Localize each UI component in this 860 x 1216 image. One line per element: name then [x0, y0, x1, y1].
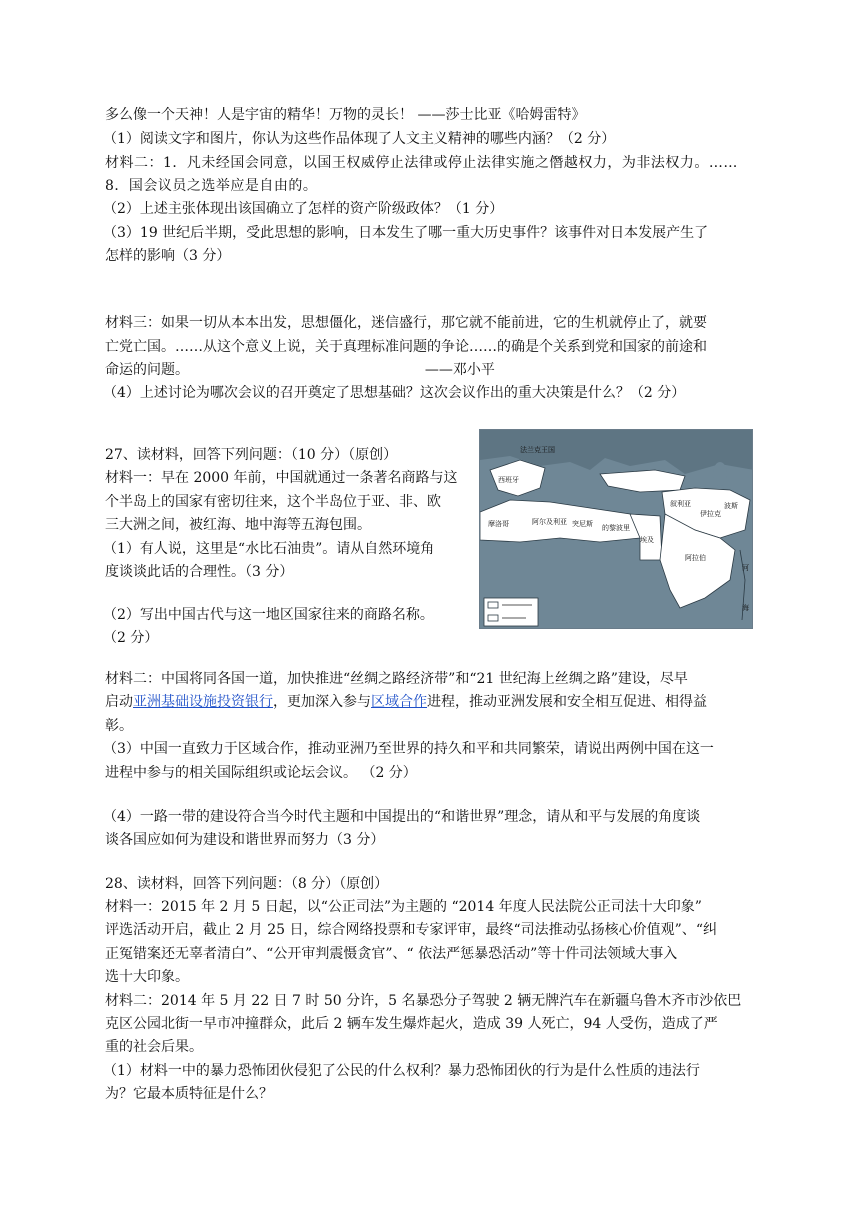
- question-2: （2）上述主张体现出该国确立了怎样的资产阶级政体？（1 分）: [103, 201, 504, 217]
- text-end: 进程，推动亚洲发展和安全相互促进、相得益: [427, 694, 707, 710]
- q28-heading: 28、读材料，回答下列问题：（8 分）（原创）: [105, 876, 389, 892]
- map-graphic: [480, 430, 753, 629]
- material-3-line-3: 命运的问题。 ——邓小平: [105, 362, 495, 378]
- q27-question-4-line-2: 谈各国应如何为建设和谐世界而努力（3 分）: [105, 832, 385, 848]
- q27-question-3-line-2: 进程中参与的相关国际组织或论坛会议。 （2 分）: [105, 765, 417, 781]
- question-4: （4）上述讨论为哪次会议的召开奠定了思想基础？这次会议作出的重大决策是什么？（2 分）: [103, 385, 686, 401]
- q27-question-3-line-1: （3）中国一直致力于区域合作，推动亚洲乃至世界的持久和平和共同繁荣，请说出两例中国在这一: [103, 741, 714, 757]
- map-label-morocco: 摩洛哥: [488, 520, 509, 528]
- question-3-line-1: （3）19 世纪后半期，受此思想的影响，日本发生了哪一重大历史事件？该事件对日本发展产生了: [103, 225, 709, 241]
- map-label-algeria: 阿尔及利亚: [532, 518, 567, 526]
- q28-material-1-line-1: 材料一：2015 年 2 月 5 日起，以“公正司法”为主题的 “2014 年度人民法院公正司法十大印象”: [105, 899, 702, 915]
- q28-material-2-line-3: 重的社会后果。: [105, 1039, 203, 1055]
- q27-heading: 27、读材料，回答下列问题：（10 分）（原创）: [105, 447, 398, 463]
- q28-material-1-line-2: 评选活动开启，截止 2 月 25 日，综合网络投票和专家评审，最终“司法推动弘扬核心价值观”、“纠: [105, 922, 717, 938]
- q27-material-1-line-2: 个半岛上的国家有密切往来，这个半岛位于亚、非、欧: [105, 494, 441, 510]
- q27-material-1-line-1: 材料一：早在 2000 年前，中国就通过一条著名商路与这: [105, 470, 458, 486]
- map-label-sea: 海: [742, 604, 749, 612]
- aiib-link[interactable]: 亚洲基础设施投资银行: [133, 694, 273, 710]
- map-label-iraq: 伊拉克: [700, 510, 721, 518]
- map-label-frankish: 法兰克王国: [520, 446, 555, 454]
- material-3-line-2: 亡党亡国。……从这个意义上说，关于真理标准问题的争论……的确是个关系到党和国家的前途和: [105, 339, 707, 355]
- map-label-syria: 叙利亚: [670, 500, 691, 508]
- hamlet-quote: 多么像一个天神！人是宇宙的精华！万物的灵长！ ——莎士比亚《哈姆雷特》: [105, 107, 586, 123]
- q27-question-4-line-1: （4）一路一带的建设符合当今时代主题和中国提出的“和谐世界”理念，请从和平与发展的角度谈: [103, 809, 701, 825]
- arabian-peninsula-map: [479, 429, 753, 629]
- map-label-arabia: 阿拉伯: [685, 554, 706, 562]
- regional-cooperation-link[interactable]: 区域合作: [371, 694, 427, 710]
- map-label-egypt: 埃及: [640, 536, 654, 544]
- map-label-tunisia: 突尼斯: [572, 520, 593, 528]
- q28-material-2-line-1: 材料二：2014 年 5 月 22 日 7 时 50 分许，5 名暴恐分子驾驶 2 辆无牌汽车在新疆乌鲁木齐市沙依巴: [105, 993, 742, 1009]
- q27-question-2-line-1: （2）写出中国古代与这一地区国家往来的商路名称。: [103, 607, 434, 623]
- q27-material-1-line-3: 三大洲之间，被红海、地中海等五海包围。: [105, 517, 371, 533]
- q27-question-1-line-1: （1）有人说，这里是“水比石油贵”。请从自然环境角: [103, 541, 435, 557]
- question-1: （1）阅读文字和图片，你认为这些作品体现了人文主义精神的哪些内涵？（2 分）: [103, 131, 616, 147]
- q27-material-2-line-3: 彰。: [105, 718, 133, 734]
- q28-material-1-line-4: 选十大印象。: [105, 969, 189, 985]
- text-mid: ，更加深入参与: [273, 694, 371, 710]
- q27-material-2-line-1: 材料二：中国将同各国一道，加快推进“丝绸之路经济带”和“21 世纪海上丝绸之路”建设，尽早: [105, 671, 688, 687]
- q28-question-1-line-2: 为？它最本质特征是什么？: [105, 1086, 273, 1102]
- q27-material-2-line-2: [105, 693, 707, 711]
- material-2-line-1: 材料二：1．凡未经国会同意，以国王权威停止法律或停止法律实施之僭越权力，为非法权力。……: [105, 155, 738, 171]
- material-2-line-2: 8．国会议员之选举应是自由的。: [105, 178, 318, 194]
- map-label-tripoli: 的黎波里: [602, 524, 630, 532]
- q27-question-1-line-2: 度谈谈此话的合理性。（3 分）: [105, 564, 294, 580]
- question-3-line-2: 怎样的影响（3 分）: [105, 248, 231, 264]
- q28-material-1-line-3: 正冤错案还无辜者清白”、“公开审判震慑贪官”、“ 依法严惩暴恐活动”等十件司法领域大事入: [105, 946, 678, 962]
- material-3-line-1: 材料三：如果一切从本本出发，思想僵化，迷信盛行，那它就不能前进，它的生机就停止了，就要: [105, 315, 707, 331]
- q28-question-1-line-1: （1）材料一中的暴力恐怖团伙侵犯了公民的什么权利？暴力恐怖团伙的行为是什么性质的违法行: [103, 1063, 700, 1079]
- map-label-persia: 波斯: [724, 502, 738, 510]
- q28-material-2-line-2: 克区公园北街一早市冲撞群众，此后 2 辆车发生爆炸起火，造成 39 人死亡，94 人受伤，造成了严: [105, 1016, 718, 1032]
- q27-question-2-line-2: （2 分）: [103, 630, 159, 646]
- map-label-spain: 西班牙: [498, 476, 519, 484]
- text-start: 启动: [105, 694, 133, 710]
- map-label-river: 河: [742, 564, 749, 572]
